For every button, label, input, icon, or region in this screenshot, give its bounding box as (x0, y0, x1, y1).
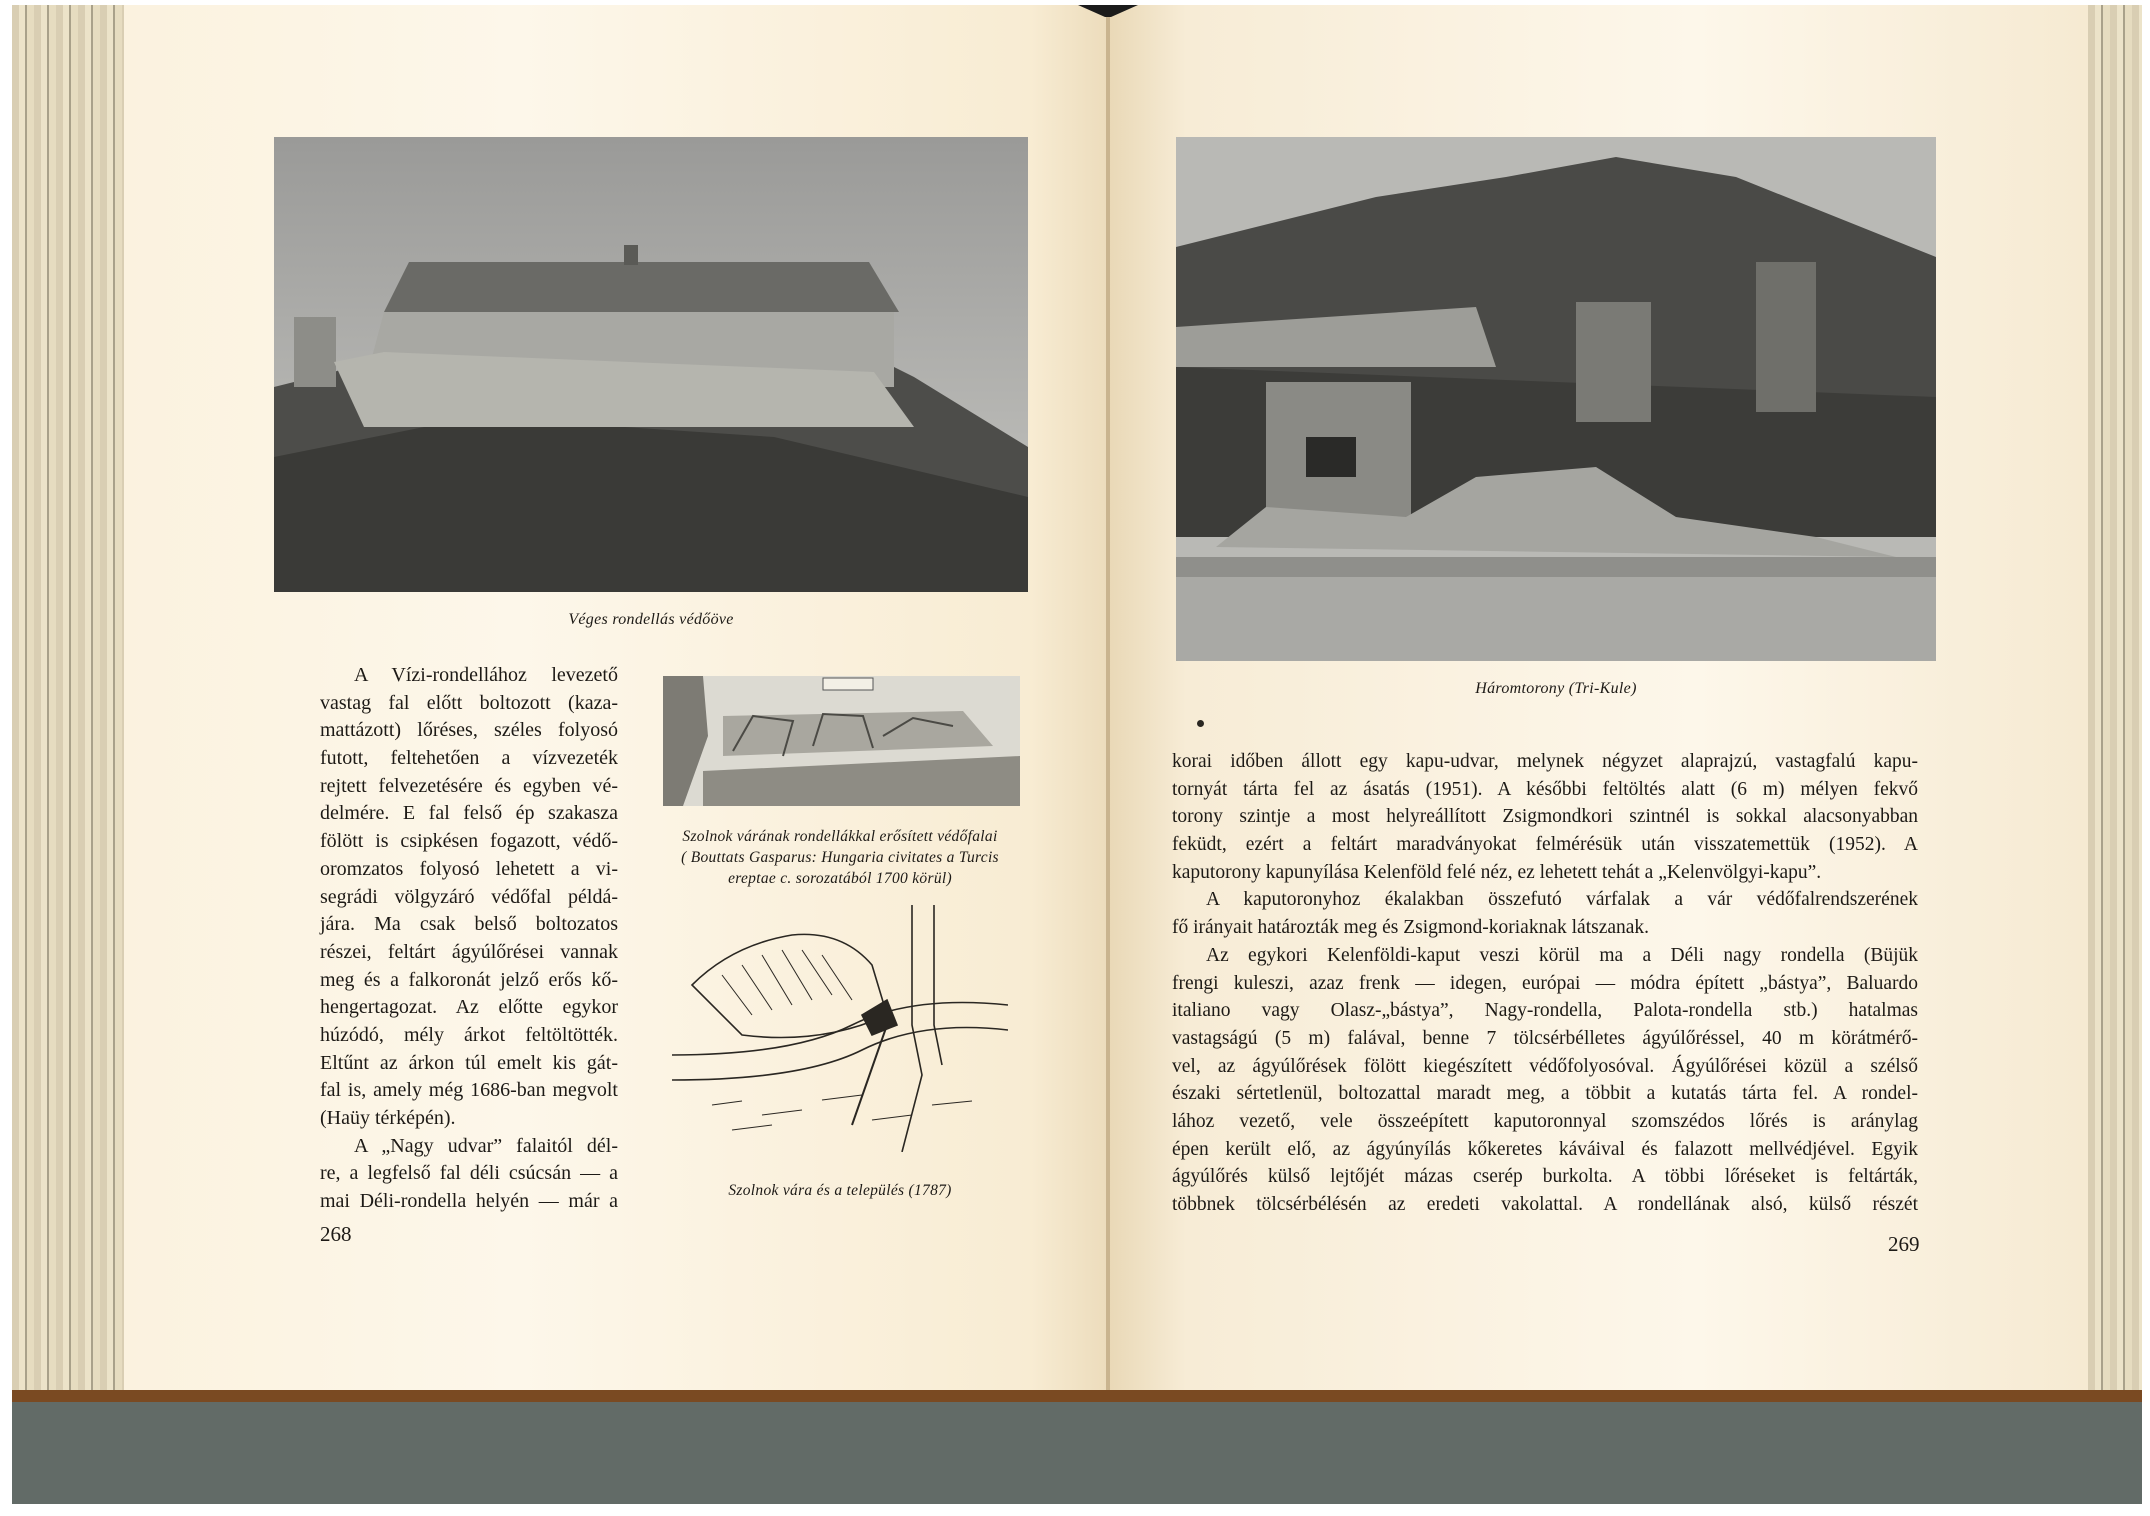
text-line: kaputorony kapunyílása Kelenföld felé néz, ez lehetett tehát a „Kelenvölgyi-kapu”. (1172, 861, 1822, 883)
text-line: fölött is csipkésen fogazott, védő- (320, 830, 618, 853)
text-line: mattázott) lőréses, széles folyosó (320, 719, 618, 742)
text-line: északi sértetlenül, boltozattal maradt meg, a többit a kutatás tárta fel. A rondel- (1172, 1083, 1918, 1105)
text-line: A „Nagy udvar” falaitól dél- (354, 1134, 618, 1157)
szolnok-engraving (663, 676, 1020, 806)
text-line: A Vízi-rondellához levezető (354, 664, 618, 686)
text-line: (Haüy térképén). (320, 1107, 456, 1129)
text-line: jára. Ma csak belső boltozatos (320, 913, 618, 936)
caption-line: Szolnok várának rondellákkal erősített védőfalai (682, 828, 998, 845)
text-line: torony szintje a most helyreállított Zsigmondkori szintnél is sokkal alacsonyabban (1172, 806, 1918, 828)
text-line: vastagságú (5 m) falával, benne 7 tölcsérbélletes ágyúlőréssel, 40 m körátmérő- (1172, 1027, 1918, 1049)
scanner-background (12, 1402, 2142, 1504)
text-line: hengertagozat. Az előtte egykor (320, 996, 618, 1019)
text-line: vastag fal előtt boltozott (kaza- (320, 691, 618, 714)
figure-caption-map: Szolnok vára és a település (1787) (728, 1182, 952, 1199)
ink-dot (1197, 720, 1204, 727)
page-stack-left (12, 5, 124, 1390)
haromtorony-photo (1176, 137, 1936, 661)
page-stack-right (2088, 5, 2142, 1390)
figure-caption-haromtorony: Háromtorony (Tri-Kule) (1475, 680, 1637, 697)
text-line: oromzatos folyosó lehetett a vi- (320, 857, 618, 880)
text-line: Az egykori Kelenföldi-kaput veszi körül ma a Déli nagy rondella (Büjük (1206, 944, 1918, 966)
text-line: lához vezető, vele összeépített kaputoronnyal szomszédos lőrés is aránylag (1172, 1110, 1918, 1132)
text-line: fő irányait határozták meg és Zsigmond-koriaknak látszanak. (1172, 917, 1650, 939)
page-number-right: 269 (1888, 1232, 1920, 1256)
text-line: épen került elő, az ágyúnyílás kőkeretes káváival és falazott mellvédjével. Egyik (1172, 1138, 1918, 1160)
text-line: feküdt, ezért a feltárt maradványokat felmérésük után visszatemettük (1952). A (1172, 834, 1918, 856)
text-line: meg és a falkoronát jelző erős kő- (320, 968, 618, 991)
text-line: delmére. E fal felső ép szakasza (320, 802, 618, 825)
text-line: Eltűnt az árkon túl emelt kis gát- (320, 1051, 618, 1074)
right-body-text (1172, 748, 1918, 1219)
castle-photo (274, 137, 1028, 592)
text-line: futott, feltehetően a vízvezeték (320, 747, 618, 770)
left-body-text (320, 662, 618, 1216)
text-line: részei, feltárt ágyúlőrései vannak (320, 940, 618, 963)
text-line: húzódó, mély árkot feltöltötték. (320, 1023, 618, 1046)
figure-caption-engraving (640, 826, 1040, 889)
text-line: mai Déli-rondella helyén — már a (320, 1190, 618, 1213)
page-number-left: 268 (320, 1222, 352, 1246)
text-line: A kaputoronyhoz ékalakban összefutó várfalak a vár védőfalrendszerének (1206, 889, 1918, 911)
text-line: segrádi völgyzáró védőfal példá- (320, 885, 618, 908)
text-line: italiano vagy Olasz-„bástya”, Nagy-rondella, Palota-rondella stb.) hatalmas (1172, 1000, 1918, 1022)
text-line: vel, az ágyúlőrések fölött kiegészített védőfolyosóval. Ágyúlőrései közül a szélső (1172, 1055, 1918, 1077)
text-line: fal is, amely még 1686-ban megvolt (320, 1079, 618, 1102)
text-line: korai időben állott egy kapu-udvar, melynek négyzet alaprajzú, vastagfalú kapu- (1172, 751, 1918, 772)
book-gutter (1106, 5, 1110, 1390)
text-line: frengi kuleszi, azaz frenk — idegen, európai — módra épített „bástya”, Baluardo (1172, 972, 1918, 994)
caption-line: ereptae c. sorozatából 1700 körül) (728, 870, 952, 887)
text-line: ágyúlőrés külső lejtőjét mázas cserép burkolta. A többi lőréseket is feltárták, (1172, 1166, 1918, 1188)
text-line: többnek tölcsérbélésén az eredeti vakolattal. A rondellának alsó, külső részét (1172, 1194, 1918, 1215)
text-line: rejtett felvezetésére és egyben vé- (320, 774, 618, 797)
szolnok-map-drawing (672, 905, 1008, 1152)
figure-caption-castle: Véges rondellás védőöve (568, 611, 734, 628)
text-line: re, a legfelső fal déli csúcsán — a (320, 1162, 618, 1185)
caption-line: ( Bouttats Gasparus: Hungaria civitates a Turcis (681, 849, 999, 866)
text-line: tornyát tárta fel az ásatás (1951). A későbbi feltöltés alatt (6 m) mélyen fekvő (1172, 778, 1918, 800)
